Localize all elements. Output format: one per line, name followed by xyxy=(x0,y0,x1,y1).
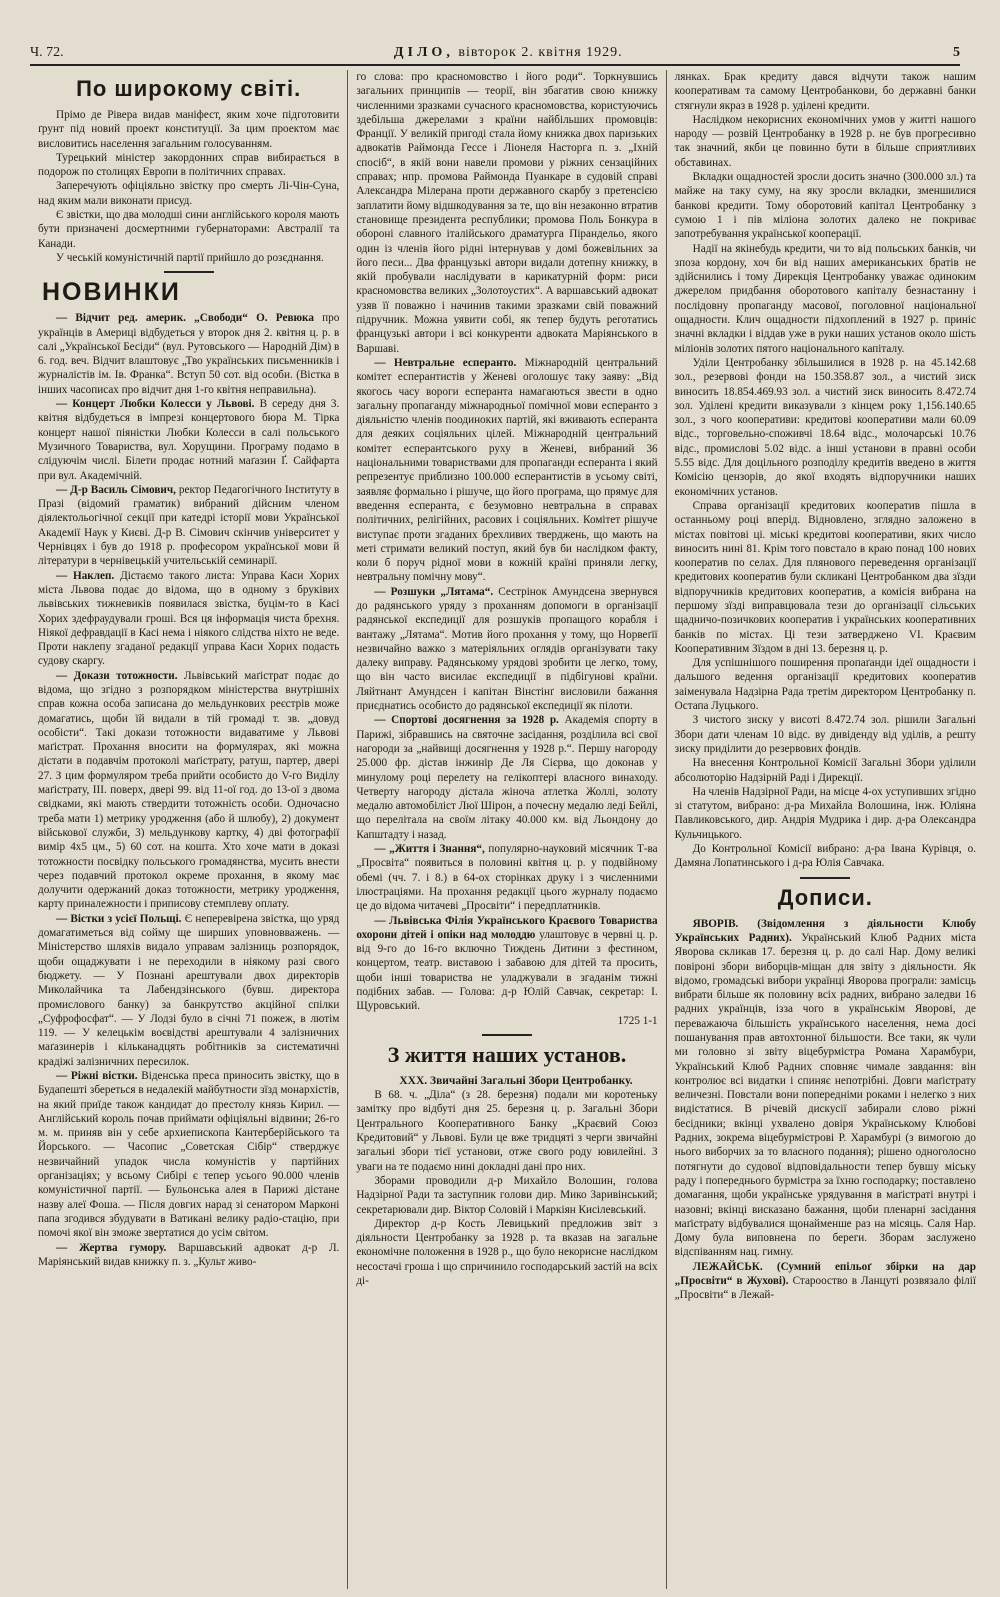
letter-lead: ЛЕЖАЙСЬК. (Сумний епільоґ збірки на дар „Просвіти“ в Жухові). xyxy=(674,1260,976,1288)
news-item xyxy=(356,914,657,1014)
letter-lead: ЯВОРІВ. (Звідомлення з діяльности Клюбу Українських Радних). xyxy=(674,917,976,944)
news-lead: — „Життя і Знання“, xyxy=(374,843,485,856)
news-text: В середу дня 3. квітня відбудеться в імпрезі концертового бюра М. Тірка концерт нашої піяністки Любки Колесси в салі польського Музичного Товариства, вул. Хорущини. Програму подамо в слідуючім числі. Білети продає нотний маґазин Ґ. Сайфарта при вул. Академічній. xyxy=(38,398,340,482)
news-text: популярно-науковий місячник Т-ва „Просвіта“ появиться в половині квітня ц. р. у подвійному обемі (чч. 7. і 8.) в 64-ох сторінках друку і з численними ілюстраціями. На прохання редакції цього журналу подаємо це до відома читачеві „Просвіти“ і передплатників. xyxy=(356,843,658,913)
news-lead: — Вістки з усієї Польщі. xyxy=(56,912,182,925)
letter-text: Український Клюб Радних міста Яворова скликав 17. березня ц. р. до салі Нар. Дому великі повіроні збори виборців-міщан для звіту з діяльности. Як відомо, громадські вибори українці Яворова програли: замісць вибрати більше як половину всіх радних, вибрано заледви 16 радних українців, ізза чого в українськім Яворові, де переважаюча більшість українського населення, нема досі пошанування прав автохтонної більшости. Все таки, як чули ми головно зі звіту віцебурмістра Романа Харамбури, Український Клюб Радних сповняє чимале завдання: він контролює всі видатки і спиняє непотрібні. Довги маґістрату величезні. Повстали вони попередніми роками і нелегко з них видістатися. В річевій дискусії забирали слово ріжні бесідники; вкінці ухвалено довіря Українському Клюбові Радних, зокрема віцебурмістрові Р. Харамбурі (з вимогою до нього виборчих за то власного подання); рішено одноголосно потягнути до судової відповідальности тепер бувшу міську раду і попереднього бурмістра за їхню господарку; поставлено домагання, щоби українське урядування в маґістраті внутрі і назовні; вкінці висказано бажання, щоби пленарні засідання маґістрату відбувалися щонайменше раз на місяць. Саля Нар. Дому була виповнена по береги. Зборам заслужено відспіванням нац. гимну. xyxy=(674,931,976,1259)
article-paragraph: Для успішнішого поширення пропаґанди ідеї ощадности і дальшого ведення організації кредитових кооператив заіменувала Надзірна Рада третім директором Центробанку п. Остапа Луцького. xyxy=(674,657,976,713)
news-text: ректор Педагогічного Інституту в Празі (відомий граматик) вибраний дійсним членом діялектольогічної секції при катедрі історії мови Української Академії Наук у Києві. Д-р В. Сімович скінчив університет у Чернівцях і був до 1918 р. професором української мови й літератури в чернівецькій учительській семинарії. xyxy=(38,483,340,568)
article-paragraph: Справа організації кредитових кооператив пішла в останньому році вперід. Відновлено, зглядно заложено в містах повітові ці. міські кредитові кооперативи, яких число виносить нині 81. Крім того повстало в краю понад 100 нових кооператив по селах. Для плянового переведення організації кредитових кооператив були скликані Центробанком два зїзди відпоручників кредитових кооператив, а комісія вибрана на першому зїзді виправцювала тези до організації сільських щадничо-позичкових кооператив і українських кооперативних банків по містах. Ці тези затверджено VI. Краєвим Кооперативним Зїздом в дні 13. березня ц. р. xyxy=(674,499,976,655)
news-text: го слова: про красномовство і його роди“. Торкнувшись загальних принципів — теорії, він збагатив свою книжку численними зразками сучасного красномовства, користуючись здебільша джерелами з країни найбільших промовців: Франції. У великій пригоді стала йому книжка двох паризьких адвокатів Раймонда Гессе і Ліонеля Насторга п. з. „Іхній спосіб“, в якій вони навели промови у ріжних сензаційних справах; нпр. промова Раймонда Пуанкаре в судовій справі Александра Мілерана проти державного скарбу з претенсією заплатити йому відшкодування за те, що він незаконно втратив становище президента республики; промова Поль Бонкура в обороні славного італійського драматурга Пірандельо, якого один із членів його ріднi інтернував у домі божевільних за його песи... Два французькі автори видали дотепну книжку, в якій пробували наслідувати в карикатурній форм: риси красномовства великих „Золотоустих“. А варшавський адвокат узяв її поважно і начинив такими зразками свій поважний підручник. Можна уявити собі, як тепер будуть реготатись французькі автори і всі конкуренти адвоката Маріянського в Варшаві. xyxy=(356,71,658,355)
world-item: Є звістки, що два молодші сини англійського короля мають бути призначені досмертними губернаторами: Австралії та Канади. xyxy=(38,209,340,250)
ad-code xyxy=(356,1014,657,1028)
ad-code-text: 1725 1-1 xyxy=(617,1014,658,1027)
news-lead: — Відчит ред. америк. „Свободи“ О. Ревюка xyxy=(56,312,314,325)
section-heading-world: По широкому світі. xyxy=(76,76,302,101)
news-item xyxy=(356,356,657,585)
news-item xyxy=(38,569,339,669)
news-item xyxy=(38,1241,339,1270)
article-paragraph: Зборами проводили д-р Михайло Волошин, голова Надзірної Ради та заступник голови дир. Мико Заривінський; секретарювали дир. Віктор Соловій і Маркіян Кисілевський. xyxy=(356,1174,658,1216)
news-item xyxy=(356,585,657,714)
news-item xyxy=(356,70,657,356)
news-text: Міжнародній центральний комітет есперантистів у Женеві оголошує таку заяву: „Від якогось часу вороги есперанта намагаються звести в одно загальну пропаганду міжнародньої помічної мови есперанто з діяльністю членів поодиноких партій, які вживають есперанта для деяких соціяльних цілей. Міжнародній центральний комітет есперантського руху в Женеві, вибраний 36 національними товариствами для пропаганди есперанта і який репрезентує приблизно 100.000 есперантистів в усьому світі, заявляє формально і рішуче, що його програма, що прямує для введення есперанта, є безумовно невтральна в справах політичних, релігійних, расових і соціяльних. Комітет рішуче виступає проти згаданих брехливих тверджень, що мають на меті стримати великий поступ, який був би наслідком факту, коли б поруч рідної мови в кожній країні приняли легку, невтральну помічну мову“. xyxy=(356,356,658,584)
news-item xyxy=(356,713,657,842)
news-lead: — Львівська Філія Українського Краєвого Товариства охорони дітей і опіки над молоддю xyxy=(356,914,658,941)
news-lead: — Д-р Василь Сімович, xyxy=(56,483,176,496)
world-item: Турецький міністер закордонних справ вибирається в подорож по столицях Европи в політичних справах. xyxy=(38,151,340,179)
news-lead: — Спортові досягнення за 1928 р. xyxy=(374,714,559,727)
news-text: про українців в Америці відбудеться у второк дня 2. квітня ц. р. в салі „Української Бесіди“ (вул. Рутовського — Народній Дім) в 6. год. веч. Відчит влаштовує „Тво українських письменників і журналістів ім. Ів. Франка“. Вступ 50 сот. від особи. (Вістка в інших часописах про відчит дня 1-го квітня неправильна). xyxy=(38,312,340,396)
news-lead: — Ріжні вістки. xyxy=(56,1070,138,1082)
page-number: 5 xyxy=(953,45,960,60)
news-item xyxy=(356,842,657,913)
column-3 xyxy=(666,70,984,1589)
news-text: Сестрінок Амундсена звернувся до радянського уряду з проханням допомоги в організації радянської експедиції для розшуків пропащого корабля і вантажу „Лятама“. Мотив його прохання у тому, що Норвеґії незвичайно важко з матеріяльних оглядів організувати таку далеку виправу. Радянському урядові зробити це легко, тому, що він часто висилає експедиції в підбігунові країни. Ляйтнант Амундсен і капітан Вінстінґ висловили бажання приєднатись особисто до радянської експедиції як пілоти. xyxy=(356,585,658,713)
article-columns xyxy=(30,70,984,1589)
news-text: Львівський маґістрат подає до відома, що згідно з розпорядком міністерства внутрішніх справ кожна особа записана до мельдункових реєстрів може домагатись, щоби їй видали в тій громаді т. зв. „довуд особісти“. Такі докази тотожности видаватиме у Львові маґістрат. Прохання вносити на формулярах, які можна дістати в подавчім протоколі маґістрату, ратуш, партер, двері 27. З цим формуляром треба прийти особисто до V-го Виділу маґістрату, III. поверх, двері 99. від 11-ої год. до 13-ої з двома свідками, які мають ствердити тотожність особи. Одночасно треба мати 1) метрику уродження (або й шлюбу), 2) документ військової служби, 3) мельдункову картку, 4) дві фотографії вимір 4х5 цм., 5) 60 сот. на кошта. Хто хоче мати в доказі тотожности посвідку польського громадянства, мусить внести через подавчий протокол окреме прохання, в якому має долучити одержаний доказ тотожности, метрику уродження, карту приналежности і припиcову стемплеву оплату. xyxy=(38,669,340,911)
article-paragraph: Надії на якінебудь кредити, чи то від польських банків, чи зпоза кордону, хоч би від наших американських братів не здійснились і тому Дирекція Центробанку уважає одиноким джерелом придбання оборотового капіталу безнастанну і послідовну пропаганду масової, поголовної національної ощадности. Клич ощадности підхоплений в 1927 р. приніс значні вкладки і віддав уже в руки наших установ около шість міліонів золотих пятого національного капіталу. xyxy=(674,242,976,355)
divider xyxy=(800,877,850,879)
article-paragraph: лянках. Брак кредиту дався відчути також нашим кооперативам та самому Центробанкови, бо державні банки стягнули якраз в 1928 р. уділені кредити. xyxy=(674,71,976,112)
letter-item xyxy=(675,1260,976,1303)
article-paragraph: Наслідком некорисних економічних умов у житті нашого народу — розвій Центробанку в 1928 р. не був прогресивно так значний, якби це повинно бути в більше сприятливих обставинах. xyxy=(674,113,976,169)
column-2 xyxy=(347,70,665,1589)
news-item xyxy=(38,912,339,1069)
article-paragraph: Уділи Центробанку збільшилися в 1928 р. на 45.142.68 зол., резервові фонди на 150.358.87 зол., а чистий зиск виносить 18.854.469.93 зол. а чистий зиск виносить 8.472.74 зол. Уділені кредити виказували з кінцем року 1,156.140.65 зол., з чого кооперативи: кредитові кооперативи мали 60.09 відс., торговельно-споживчі 18.64 відс., молочарські 10.76 відс., промислові 5.02 відс. а інші установи в правні особи 5.55 відс. Для доцільного розподілу кредитів введено в життя Комісію цензорів, до якої входять відпоручники наших економічних установ. xyxy=(674,356,976,498)
news-text: улаштовує в червні ц. р. від 9-го до 16-го включно Тиждень Дитини з фестином, концертом, театр. виставою і забавою для дітей та просить, щоби інші товариства не уладжували в згаданім тижні подібних забав. — Голова: д-р Юлій Савчак, секретар: І. Щуровський. xyxy=(356,928,658,1013)
news-item xyxy=(38,311,339,397)
section-heading-institutions: З життя наших установ. xyxy=(387,1041,627,1067)
news-item xyxy=(38,1069,339,1241)
article-paragraph: З чистого зиску у висоті 8.472.74 зол. рішили Загальні Збори дати членам 10 відс. ву дивіденду від уділів, а решту зиску приділити до резервових фондів. xyxy=(674,714,976,755)
news-text: Академія спорту в Парижі, зібравшись на святочне засідання, розділила всі свої нагороди за „найвищі досягнення у 1928 р.“. Першу нагороду 25.000 фр. дістав інжинір Де Ля Сієрва, що доконав у минулому році перелету на гелікоптері власного винаходу. Четверту нагороду дістала жіноча атлетка Жоллі, золоту медалю автомобіліст Люї Шірон, а почесну медалю леді Бейлі, що перелітала на своїм літаку 40.000 км. від Льондону до Капштадту і назад. xyxy=(356,714,658,841)
news-text: Є неперевірена звістка, що уряд домагатиметься від сойму ще ширших уповновважень. — Міністерство шляхів видало управам залізниць розпорядок, щоби ощаджувати і не переходили в ніякому разі свого бюджету. — У Познані арештували двох директорів Миколайчика та Лабендзінського (бувш. директора промислового банку) за банкрутство акційної спілки „Суфрофосфат“. — У Лодзі було в січні 71 пожеж, в лютім 119. — У келецькім воєвідстві арештували 4 залізничних маґазинерів і кільканадцять робітників за систематичні крадіжі залізничних пересилок. xyxy=(38,912,340,1068)
divider xyxy=(164,271,214,273)
article-subheading: XXX. Звичайні Загальні Збори Центробанку. xyxy=(399,1074,633,1087)
letter-text: Старооство в Ланцуті розвязало філії „Просвіти“ в Лежай- xyxy=(674,1275,976,1302)
world-item: Прімо де Рівера видав маніфест, яким хоче підготовити ґрунт під новий проект конституції. За цим проектом має висловитись населення загальним голосуванням. xyxy=(38,109,340,150)
letter-item xyxy=(675,917,976,1260)
news-item xyxy=(38,397,339,483)
news-lead: — Жертва гумору. xyxy=(56,1241,167,1254)
section-heading-news: НОВИНКИ xyxy=(42,278,181,307)
news-lead: — Концерт Любки Колесси у Львові. xyxy=(56,398,255,411)
news-text: Віденська преса приносить звістку, що в Будапешті збереться в недалекій майбутности зїзд монархістів, на який приїде також кандидат до престолу князь Кирил. — Англійський король почав приймати офіціяльні відвини; 26-го м. м. приняв він у себе архиепископа Кантерберійського та Йорського. — Часопис „Советская Сібір“ стверджує незвичайний упадок числа комуністів у партійних організаціях; у всьому Сибірі є тепер усього 90.000 членів комуністичної партії. — Бульонська алея в Парижі дістане назву алеї Фоша. — Після довгих нарад зі сенатором Марконі папа згодився збудувати в Ватикані велику радіо-стацію, при помочі якої він зможе звертатися до усім світом. xyxy=(38,1070,340,1240)
world-item: У чеській комуністичній партії прийшло до розєднання. xyxy=(56,251,324,264)
masthead xyxy=(30,42,960,66)
divider xyxy=(482,1034,532,1036)
news-lead: — Невтральне есперанто. xyxy=(374,356,517,369)
article-paragraph: В 68. ч. „Діла“ (з 28. березня) подали ми коротеньку замітку про відбуті дня 25. березня ц. р. Загальні Збори Центрального Кооперативного Банку „Краєвий Союз Кредитовий“ у Львові. Були це вже тридцяті з черги звичайні загальні збори тієї установи, отже свого роду ювилейні. З уваги на те подаємо нині докладні дані про них. xyxy=(356,1089,658,1173)
section-heading-letters: Дописи. xyxy=(777,884,873,910)
issue-date: вівторок 2. квітня 1929. xyxy=(458,45,623,60)
news-item xyxy=(38,669,339,912)
masthead-center xyxy=(394,45,623,61)
article-paragraph: На внесення Контрольної Комісії Загальні Збори уділили абсолюторію Надзірній Раді і Дирекції. xyxy=(674,757,976,784)
news-item xyxy=(38,483,339,569)
article-paragraph: На членів Надзірної Ради, на місце 4-ох уступивших згідно зі статутом, вибрано: д-ра Михайла Волошина, інж. Юліяна Павликовського, дир. Андрія Мудрика і дир. д-ра Олександра Кульчицького. xyxy=(674,785,976,841)
news-text: Дістаємо такого листа: Управа Каси Хорих міста Львова подає до відома, що в одному з бруківих львівських тижневиків появилася звістка, буцім-то в Касі Хорих здефраудували гроші. Вся ця інформація чиста брехня. Ніякої дефравдації в Касі нема і ніякого слідства ніхто не веде. Проти наклепу згаданої редакції управа Каси Хорих подасть судову скаргу. xyxy=(38,569,340,668)
news-lead: — Розшуки „Лятама“. xyxy=(374,585,494,598)
issue-number: Ч. 72. xyxy=(30,45,64,60)
article-paragraph: Директор д-р Кость Левицький предложив звіт з діяльности Центробанку за 1928 р. та вказав на загальне економічне положення в 1928 р., що було некорисне наслідком несостачі гроша і що спричинило господарський застій на всіх ді- xyxy=(356,1217,658,1288)
news-lead: — Докази тотожности. xyxy=(56,669,178,682)
paper-title: ДІЛО, xyxy=(393,45,454,60)
news-text: Варшавський адвокат д-р Л. Маріянський видав книжку п. з. „Культ живо- xyxy=(38,1241,340,1268)
article-paragraph: Вкладки ощадностей зросли досить значно (300.000 зл.) та майже на таку суму, на яку зросли вкладки, зменшилися банкові кредити. Тому оборотовий капітал Центробанку з сумою 1 і пів міліона золотих далеко не покриває запотребування української кооперації. xyxy=(674,171,976,241)
news-lead: — Наклеп. xyxy=(56,569,115,582)
world-item: Заперечують офіціяльно звістку про смерть Лі-Чін-Суна, над яким мали виконати присуд. xyxy=(38,180,340,207)
column-1 xyxy=(30,70,347,1589)
article-paragraph: До Контрольної Комісії вибрано: д-ра Івана Курівця, о. Дамяна Лопатинського і д-ра Юлія Савчака. xyxy=(674,843,976,870)
